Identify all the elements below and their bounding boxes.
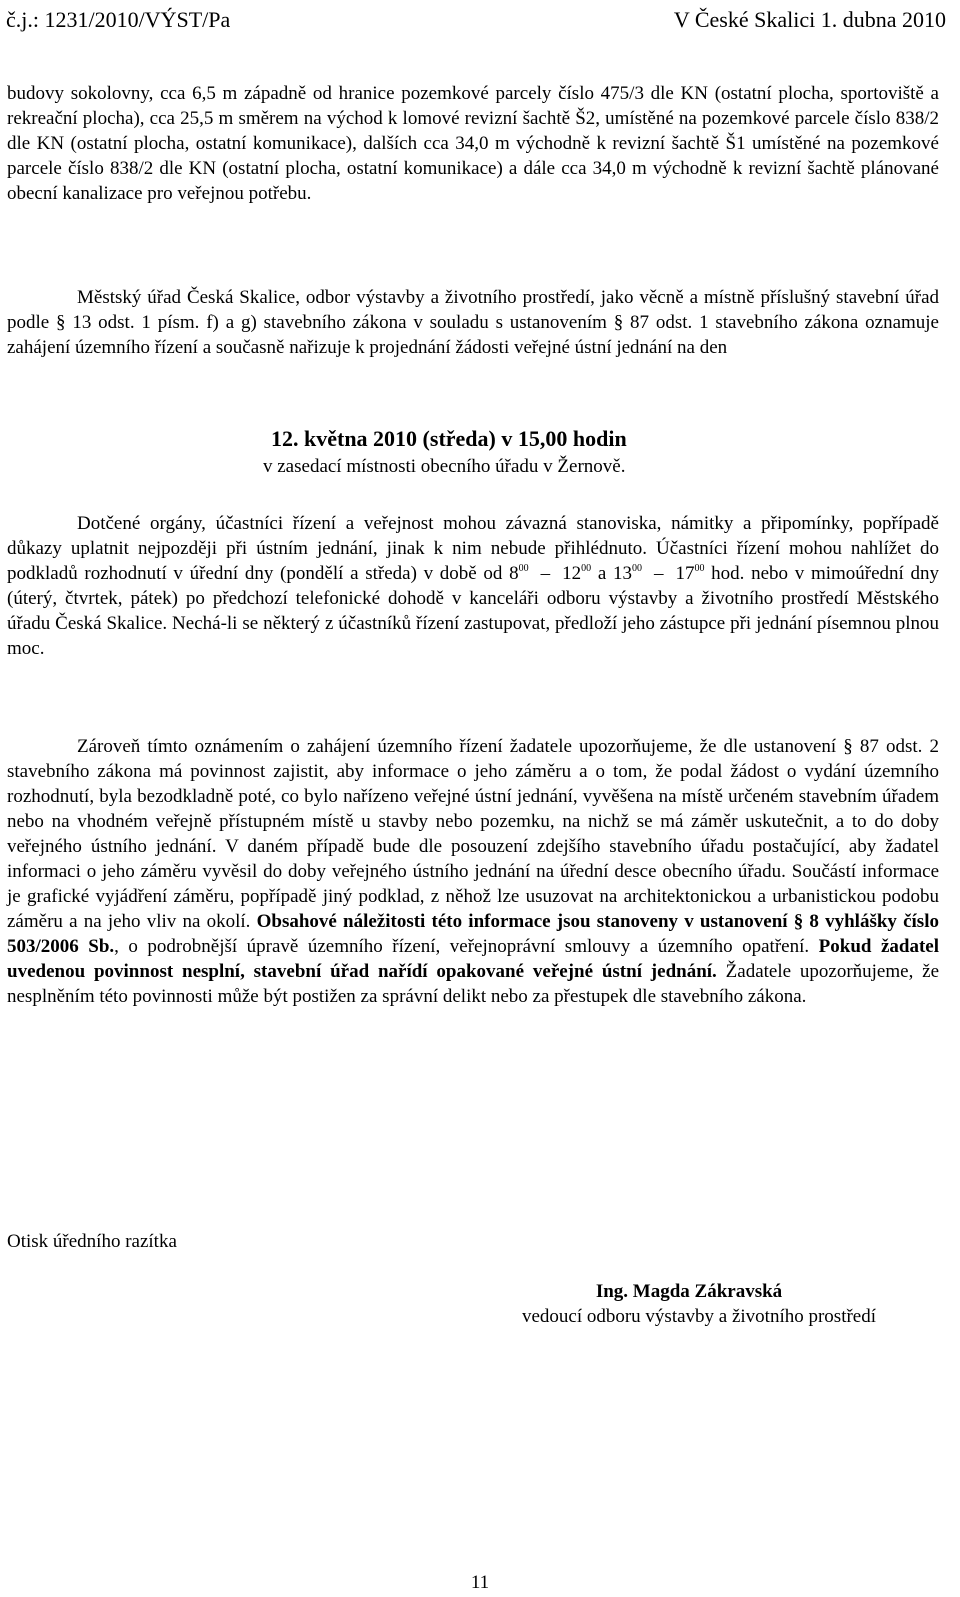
time-to: $12^{00}$ (562, 563, 592, 584)
paragraph-text-part: Žadatele upozorňujeme, že nesplněním této povinnosti může být postižen za správní delikt nebo za přestupek dle stavebního zákona. (7, 961, 940, 1007)
stamp-placeholder: Otisk úředního razítka (7, 1231, 177, 1252)
time-to-2: $17^{00}$ (675, 563, 705, 584)
meeting-location: v zasedací místnosti obecního úřadu v Žernově. (263, 456, 626, 477)
paragraph-applicant-warning (7, 734, 939, 1009)
conjunction: a (597, 563, 607, 584)
time-from-2: $13^{00}$ (612, 563, 642, 584)
paragraph-objections (7, 511, 939, 661)
place-and-date: V České Skalici 1. dubna 2010 (673, 7, 946, 32)
page-header (6, 4, 946, 36)
paragraph-notice (7, 285, 939, 360)
paragraph-text: Dotčené orgány, účastníci řízení a veřejnost mohou závazná stanoviska, námitky a připomínky, popřípadě důkazy uplatnit nejpozději při ústním jednání, jinak k nim nebude přihlédnuto. Účastníci řízení mohou nahlížet do podkladů rozhodnutí v úřední dny (pondělí a středa) v době od $8^{00} - 12^{00}$ a $13^{00} - 17^{00}$ hod. nebo v mimoúřední dny (úterý, čtvrtek, pátek) po předchozí telefonické dohodě v kanceláři odboru výstavby a životního prostředí Městského úřadu Česká Skalice. Nechá-li se některý z účastníků řízení zastupovat, předloží jeho zástupce při jednání písemnou plnou moc. (7, 513, 940, 659)
reference-number: č.j.: 1231/2010/VÝST/Pa (6, 7, 231, 32)
paragraph-text-part: hod. nebo v mimoúřední dny (úterý, čtvrtek, pátek) po předchozí telefonické dohodě v kanceláři odboru výstavby a životního prostředí Městského úřadu Česká Skalice. Nechá-li se některý z účastníků řízení zastupovat, předloží jeho zástupce při jednání písemnou plnou moc. (7, 563, 940, 659)
paragraph-text (7, 734, 939, 1009)
time-from: $8^{00}$ (509, 563, 529, 584)
signatory-role: vedoucí odboru výstavby a životního prostředí (521, 1306, 877, 1327)
paragraph-text-part: Dotčené orgány, účastníci řízení a veřejnost mohou závazná stanoviska, námitky a připomínky, popřípadě důkazy uplatnit nejpozději při ústním jednání, jinak k nim nebude přihlédnuto. Účastníci řízení mohou nahlížet do podkladů rozhodnutí v úřední dny (pondělí a středa) v době od (7, 513, 939, 584)
bold-requirement: Obsahové náležitosti této informace jsou stanoveny v ustanovení § 8 vyhlášky číslo 503/2006 Sb. (7, 911, 939, 957)
meeting-date-time: 12. května 2010 (středa) v 15,00 hodin (271, 426, 627, 451)
paragraph-text-part: Zároveň tímto oznámením o zahájení územního řízení žadatele upozorňujeme, že dle ustanovení § 87 odst. 2 stavebního zákona má povinnost zajistit, aby informace o jeho záměru a o tom, že podal žádost o vydání územního rozhodnutí, byla bezodkladně poté, co bylo nařízeno veřejné ústní jednání, vyvěšena na místě určeném stavebním úřadem nebo na vhodném veřejně přístupném místě u stavby nebo pozemku, na nichž se má záměr uskutečnit, a to do doby veřejného ústního jednání. V daném případě bude dle posouzení zdejšího stavebního úřadu postačující, aby žadatel informaci o jeho záměru vyvěsil do doby veřejného ústního jednání na úřední desce obecního úřadu. Součástí informace je grafické vyjádření záměru, popřípadě jiný podklad, z něhož lze usuzovat na architektonickou a urbanistickou podobu záměru a na jeho vliv na okolí. (7, 736, 939, 932)
paragraph-text: Městský úřad Česká Skalice, odbor výstavby a životního prostředí, jako věcně a místně příslušný stavební úřad podle § 13 odst. 1 písm. f) a g) stavebního zákona v souladu s ustanovením § 87 odst. 1 stavebního zákona oznamuje zahájení územního řízení a současně nařizuje k projednání žádosti veřejné ústní jednání na den (7, 287, 939, 358)
page-number: 11 (470, 1572, 490, 1593)
bold-warning: Pokud žadatel uvedenou povinnost nesplní, stavební úřad nařídí opakované veřejné ústní jednání. (7, 936, 939, 982)
paragraph-route-description (7, 81, 939, 206)
paragraph-text-part: , o podrobnější úpravě územního řízení, veřejnoprávní smlouvy a územního opatření. (114, 936, 810, 957)
signature-block (459, 1279, 939, 1329)
meeting-info (263, 424, 823, 479)
signatory-name: Ing. Magda Zákravská (595, 1281, 783, 1302)
paragraph-text: budovy sokolovny, cca 6,5 m západně od hranice pozemkové parcely číslo 475/3 dle KN (ostatní plocha, sportoviště a rekreační plocha), cca 25,5 m směrem na východ k lomové revizní šachtě Š2, umístěné na pozemkové parcele číslo 838/2 dle KN (ostatní plocha, ostatní komunikace), dalších cca 34,0 m východně k revizní šachtě Š1 umístěné na pozemkové parcele číslo 838/2 dle KN (ostatní plocha, ostatní komunikace) a dále cca 34,0 m východně k revizní šachtě plánované obecní kanalizace pro veřejnou potřebu. (7, 83, 939, 204)
